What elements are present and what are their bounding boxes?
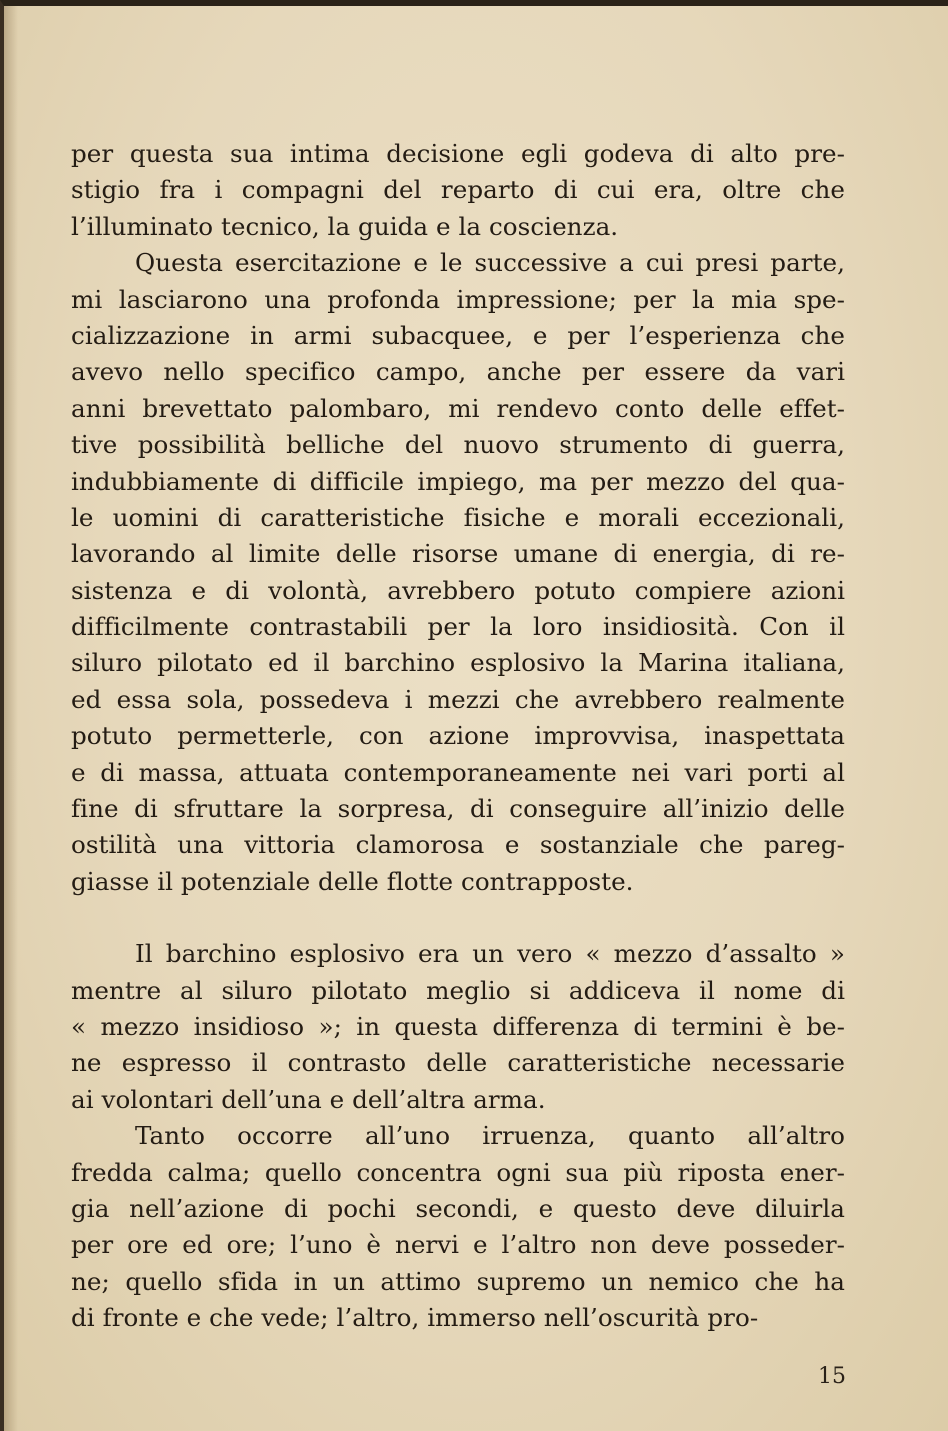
text-line: e di massa, attuata contemporaneamente nei vari porti al <box>71 757 845 787</box>
text-line: giasse il potenziale delle flotte contrapposte. <box>71 866 634 896</box>
text-line: siluro pilotato ed il barchino esplosivo la Marina italiana, <box>71 648 845 678</box>
text-line: gia nell’azione di pochi secondi, e questo deve diluirla <box>71 1193 845 1223</box>
paragraph <box>71 136 845 245</box>
text-line: ed essa sola, possedeva i mezzi che avrebbero realmente <box>71 684 845 714</box>
text-line: di fronte e che vede; l’altro, immerso nell’oscurità pro- <box>71 1303 759 1333</box>
text-line: ne espresso il contrasto delle caratteristiche necessarie <box>71 1048 845 1078</box>
text-line: ostilità una vittoria clamorosa e sostanziale che pareg- <box>71 830 845 860</box>
text-line: stigio fra i compagni del reparto di cui era, oltre che <box>71 175 845 205</box>
text-line: Il barchino esplosivo era un vero « mezzo d’assalto » <box>135 939 845 969</box>
text-line: mentre al siluro pilotato meglio si addiceva il nome di <box>71 975 845 1005</box>
text-line: ne; quello sfida in un attimo supremo un nemico che ha <box>71 1266 845 1296</box>
text-line: indubbiamente di difficile impiego, ma per mezzo del qua- <box>71 466 845 496</box>
text-line: per ore ed ore; l’uno è nervi e l’altro non deve posseder- <box>71 1230 845 1260</box>
text-line: le uomini di caratteristiche fisiche e morali eccezionali, <box>71 502 845 532</box>
text-line: ai volontari dell’una e dell’altra arma. <box>71 1084 546 1114</box>
paragraph-gap <box>71 900 845 936</box>
text-line: anni brevettato palombaro, mi rendevo conto delle effet- <box>71 393 845 423</box>
text-line: Tanto occorre all’uno irruenza, quanto all’altro <box>135 1121 845 1151</box>
text-line: mi lasciarono una profonda impressione; per la mia spe- <box>71 284 845 314</box>
text-line: fredda calma; quello concentra ogni sua più riposta ener- <box>71 1157 845 1187</box>
text-line: per questa sua intima decisione egli godeva di alto pre- <box>71 139 845 168</box>
text-line: l’illuminato tecnico, la guida e la coscienza. <box>71 211 619 241</box>
text-line: sistenza e di volontà, avrebbero potuto compiere azioni <box>71 575 845 605</box>
paragraph <box>71 936 845 1118</box>
text-line: cializzazione in armi subacquee, e per l’esperienza che <box>71 320 845 350</box>
text-line: « mezzo insidioso »; in questa differenza di termini è be- <box>71 1011 845 1041</box>
paragraph <box>71 245 845 900</box>
text-line: lavorando al limite delle risorse umane di energia, di re- <box>71 539 845 569</box>
body-text <box>71 136 845 1337</box>
text-line: avevo nello specifico campo, anche per essere da vari <box>71 357 845 387</box>
page-number: 15 <box>818 1364 846 1389</box>
text-line: difficilmente contrastabili per la loro insidiosità. Con il <box>71 612 845 642</box>
text-line: potuto permetterle, con azione improvvisa, inaspettata <box>71 721 845 751</box>
paragraph <box>71 1118 845 1336</box>
text-line: Questa esercitazione e le successive a cui presi parte, <box>135 248 845 278</box>
text-line: fine di sfruttare la sorpresa, di conseguire all’inizio delle <box>71 794 845 824</box>
text-line: tive possibilità belliche del nuovo strumento di guerra, <box>71 430 845 460</box>
